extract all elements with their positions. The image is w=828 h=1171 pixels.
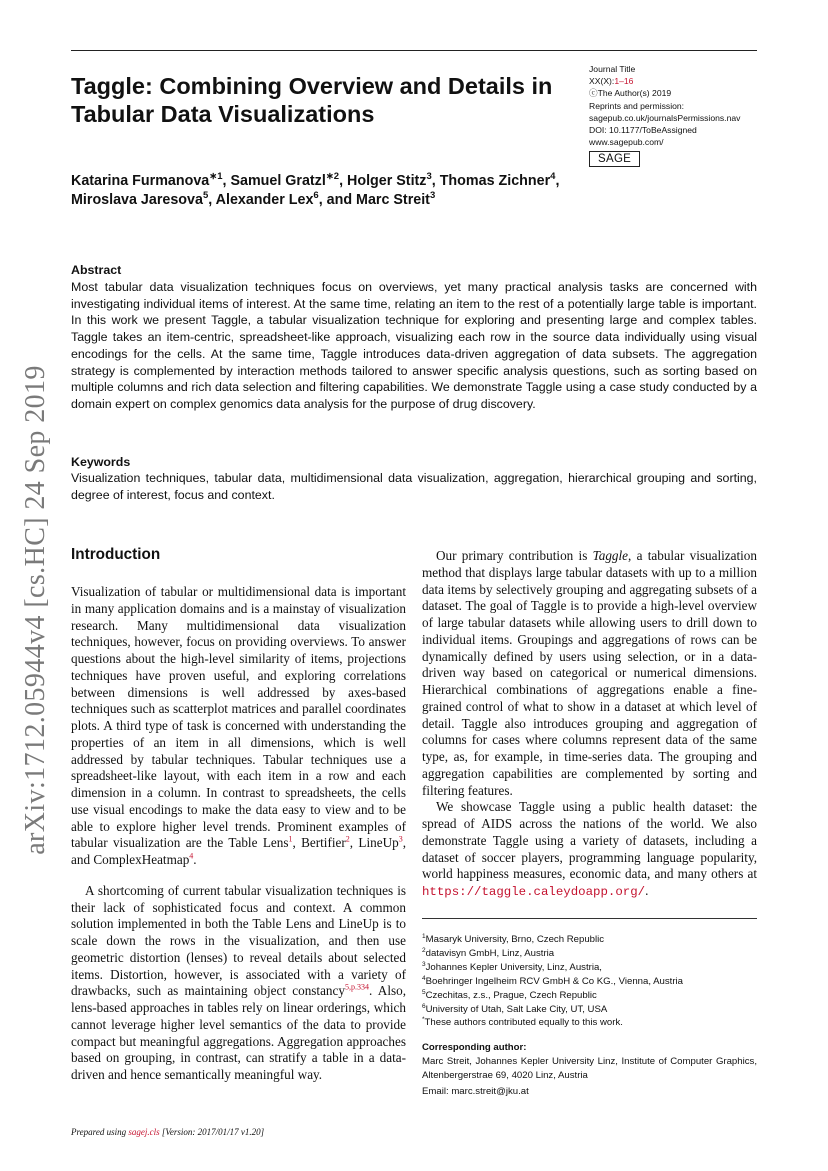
footnote-rule [422,918,757,919]
author-affiliation-mark: 3 [426,171,432,183]
author-affiliation-mark: ∗2 [325,171,340,183]
footnote-item: $^4$Boehringer Ingelheim RCV GmbH & Co KG., Vienna, Austria [422,974,684,987]
author-name: Miroslava Jaresova [71,192,203,208]
author-affiliation-mark: 5 [202,190,209,202]
citation-link[interactable]: 5,p.334 [344,982,369,992]
journal-title: Journal Title [589,64,636,74]
page-range-link[interactable]: 1–16 [614,76,634,87]
sage-logo: SAGE [589,151,640,167]
prepared-using-footer: Prepared using sagej.cls [Version: 2017/01/17 v1.20] [71,1127,265,1137]
affiliation-footnotes [422,933,762,1030]
citation-link[interactable]: 2 [345,834,350,844]
author-name: Katarina Furmanova [71,173,210,189]
class-file-link[interactable]: sagej.cls [128,1127,160,1137]
author-affiliation-mark: 3 [429,190,436,202]
author-affiliation-mark: ∗1 [209,171,223,183]
copyright-line: ⓒThe Author(s) 2019 [589,88,672,99]
author-affiliation-mark: 6 [313,190,319,202]
arxiv-stamp: arXiv:1712.05944v4 [cs.HC] 24 Sep 2019 [20,365,51,855]
journal-info [589,63,769,167]
intro-paragraph-3: Our primary contribution is Taggle, a tabular visualization method that displays large tabular datasets with up to a million data items by selectively grouping and aggregating subsets of a dataset. The goal of Taggle is to provide a high-level overview of large tabular datasets while allowing users to drill down to individual items. Groupings and aggregations of rows can be dynamically defined by users using selection, or in a data-driven way based on categorical or numerical dimensions. Hierarchical combinations of aggregations enable a fine-grained control of what to show in a dataset at which level of detail. Taggle also introduces grouping and aggregation of columns for cases where columns represent data of the same type, as, for example, in time-series data. The grouping and aggregation capabilities are complemented by sorting and filtering features. [422,548,757,798]
footnote-item: $^5$Czechitas, z.s., Prague, Czech Republic [422,988,597,1001]
abstract-heading: Abstract [71,263,122,277]
reprints-label: Reprints and permission: [589,100,685,111]
abstract-text: Most tabular data visualization techniques focus on overviews, yet many practical analysis tasks are concerned with investigating individual items of interest. At the same time, relating an item to the rest of a potentially large table is important. In this work we present Taggle, a tabular visualization technique for exploring and presenting large and complex tables. Taggle takes an item-centric, spreadsheet-like approach, visualizing each row in the source data individually using visual encodings for the cells. At the same time, Taggle introduces data-driven aggregation of data subsets. The aggregation strategy is complemented by interaction methods tailored to answer specific analysis questions, such as sorting based on multiple columns and rich data selection and filtering capabilities. We demonstrate Taggle using a case study conducted by a domain expert on complex genomics data analysis for the purpose of drug discovery. [71,280,757,411]
corresponding-author-heading: Corresponding author: [422,1042,527,1053]
author-name: Thomas Zichner [439,173,551,189]
corresponding-author-address: Marc Streit, Johannes Kepler University Linz, Institute of Computer Graphics, Altenbergerstrae 69, 4020 Linz, Austria [422,1056,757,1081]
corresponding-author-email: Email: marc.streit@jku.at [422,1086,529,1097]
citation-link[interactable]: 3 [398,834,403,844]
permissions-url: sagepub.co.uk/journalsPermissions.nav [589,112,741,123]
footnote-item: $^1$Masaryk University, Brno, Czech Republic [422,932,605,945]
demo-url-link[interactable]: https://taggle.caleydoapp.org/ [422,885,646,899]
journal-volume: XX(X):1–16 [589,76,634,87]
author-name: Samuel Gratzl [230,173,326,189]
header-rule [71,50,757,51]
footnote-item: $^3$Johannes Kepler University, Linz, Austria, [422,960,602,973]
keywords-text: Visualization techniques, tabular data, multidimensional data visualization, aggregation, hierarchical grouping and sorting, degree of interest, focus and context. [71,471,757,502]
author-name: Alexander Lex [215,192,314,208]
footnote-item: $^2$datavisyn GmbH, Linz, Austria [422,946,555,959]
author-list: Katarina Furmanova$^{∗1}$, Samuel Gratzl$^{∗2}$, Holger Stitz$^3$, Thomas Zichner$^4$, Miroslava Jaresova$^5$, Alexander Lex$^6$, and Marc Streit$^3$ [71,171,560,208]
footnote-item: $^6$University of Utah, Salt Lake City, UT, USA [422,1002,608,1015]
right-column [422,548,757,901]
introduction-heading: Introduction [71,546,161,563]
doi-line: DOI: 10.1177/ToBeAssigned [589,125,697,136]
author-name: Marc Streit [356,192,430,208]
intro-paragraph-1: Visualization of tabular or multidimensional data is important in many application domains and is a mainstay of visualization research. Many multidimensional data visualization techniques, however, focus on providing overviews. To answer questions about the high-level similarity of items, projections techniques have proven useful, and exploring correlations between dimensions is well addressed by axes-based techniques such as scatterplot matrices and parallel coordinates plots. A third type of task is concerned with understanding the properties of an item in all dimensions, which is well addressed by tabular techniques. Tabular techniques use a spreadsheet-like layout, with each item in a row and each dimension in a column. In contrast to spreadsheets, the cells use visual encodings to make the data easy to view and to be able to explore higher level trends. Prominent examples of tabular visualization are the Table Lens$^1$, Bertifier$^2$, LineUp$^3$, and ComplexHeatmap$^4$. [71,584,406,867]
footnote-item: *These authors contributed equally to this work. [422,1016,623,1029]
author-name: Holger Stitz [347,173,427,189]
paper-title: Taggle: Combining Overview and Details in Tabular Data Visualizations [71,73,553,127]
corresponding-author-block [422,1055,757,1099]
intro-paragraph-2: A shortcoming of current tabular visualization techniques is their lack of sophisticated focus and context. A common solution implemented in both the Table Lens and LineUp is to scale down the rows in the visualization, and then use geometric distortion (lenses) to reveal details about selected items. Distortion, however, is associated with a variety of drawbacks, such as maintaining object constancy$^{5,p.334}$. Also, lens-based approaches in tables rely on linear orderings, which cannot leverage higher level semantics of the data to provide compact but meaningful aggregations. Aggregation approaches based on grouping, in contrast, can stratify a table in a data-driven and hence semantically meaningful way. [71,882,407,1082]
citation-link[interactable]: 1 [288,834,293,844]
intro-paragraph-4: We showcase Taggle using a public health dataset: the spread of AIDS across the nations of the world. We also demonstrate Taggle using a variety of datasets, including a dataset of soccer players, programming language popularity, world happiness measures, economic data, and many others at https://taggle.caleydoapp.org/. [422,799,757,899]
sagepub-url: www.sagepub.com/ [589,137,664,148]
author-affiliation-mark: 4 [550,171,556,183]
citation-link[interactable]: 4 [189,851,194,861]
left-column [71,584,406,1084]
keywords-heading: Keywords [71,455,131,469]
